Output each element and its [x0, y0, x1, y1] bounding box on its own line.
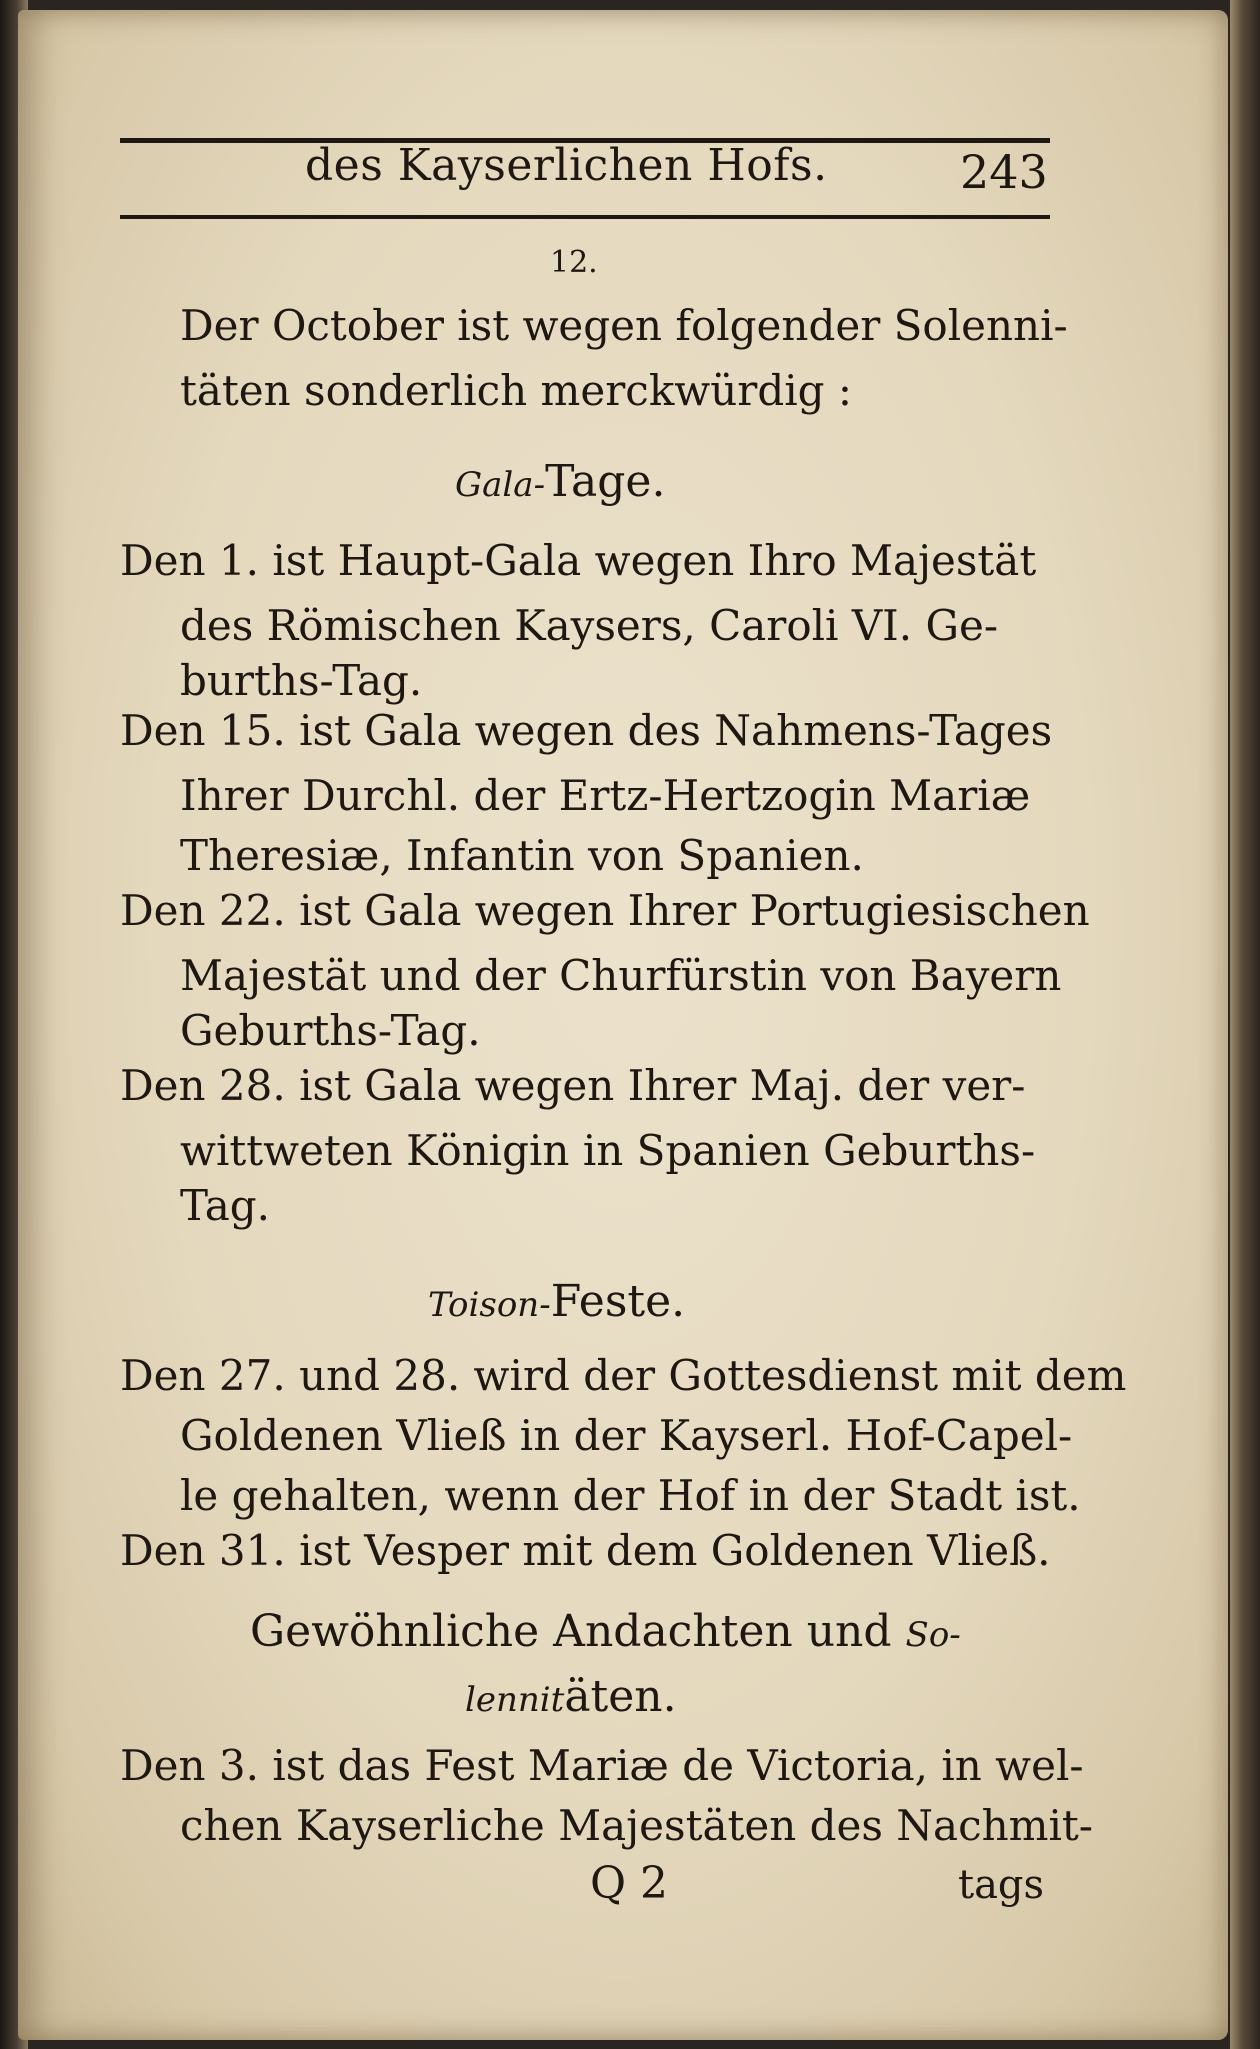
gala-line: des Römischen Kaysers, Caroli VI. Ge-: [180, 601, 999, 650]
catchword: tags: [958, 1862, 1045, 1908]
intro-line-1: Der October ist wegen folgender Solenni-: [180, 301, 1068, 350]
gala-line: burths-Tag.: [180, 656, 423, 705]
toison-line: le gehalten, wenn der Hof in der Stadt ist.: [180, 1471, 1081, 1520]
devotion-heading-german-2: äten.: [564, 1671, 677, 1722]
devotion-heading-latin-2: lennit: [465, 1680, 565, 1720]
devotion-line: Den 3. ist das Fest Mariæ de Victoria, in wel-: [120, 1741, 1084, 1790]
devotion-heading-latin: So-: [905, 1615, 961, 1655]
gala-line: Den 1. ist Haupt-Gala wegen Ihro Majestät: [120, 536, 1037, 585]
gala-line: Theresiæ, Infantin von Spanien.: [180, 831, 864, 880]
devotion-heading-line-2: [465, 1671, 677, 1722]
page-fore-edge: [1230, 0, 1260, 2049]
toison-heading-german: Feste.: [550, 1276, 686, 1327]
gala-line: Majestät und der Churfürstin von Bayern: [180, 951, 1062, 1000]
gala-line: Ihrer Durchl. der Ertz-Hertzogin Mariæ: [180, 771, 1031, 820]
toison-line: Den 31. ist Vesper mit dem Goldenen Vließ.: [120, 1526, 1051, 1575]
header-rule-bottom: [120, 215, 1050, 219]
devotion-heading-german: Gewöhnliche Andachten und: [250, 1606, 892, 1657]
intro-line-2: täten sonderlich merckwürdig :: [180, 366, 853, 415]
signature-mark: Q 2: [590, 1858, 669, 1909]
gala-heading-latin: Gala-: [455, 465, 546, 505]
gala-line: wittweten Königin in Spanien Geburths-: [180, 1126, 1036, 1175]
gala-line: Geburths-Tag.: [180, 1006, 481, 1055]
toison-heading-latin: Toison-: [428, 1285, 551, 1325]
running-title: des Kayserlichen Hofs.: [305, 140, 828, 191]
section-number: 12.: [550, 245, 598, 280]
gala-line: Tag.: [180, 1181, 271, 1230]
devotion-line: chen Kayserliche Majestäten des Nachmit-: [180, 1801, 1093, 1850]
toison-heading: [428, 1276, 686, 1327]
page-number: 243: [960, 145, 1048, 199]
toison-line: Goldenen Vließ in der Kayserl. Hof-Capel-: [180, 1411, 1073, 1460]
toison-line: Den 27. und 28. wird der Gottesdienst mit dem: [120, 1351, 1127, 1400]
gala-heading-german: Tage.: [545, 456, 666, 507]
gala-line: Den 28. ist Gala wegen Ihrer Maj. der ver-: [120, 1061, 1026, 1110]
devotion-heading-line-1: [250, 1606, 961, 1657]
gala-heading: [455, 456, 666, 507]
gala-line: Den 15. ist Gala wegen des Nahmens-Tages: [120, 706, 1053, 755]
gala-line: Den 22. ist Gala wegen Ihrer Portugiesischen: [120, 886, 1090, 935]
